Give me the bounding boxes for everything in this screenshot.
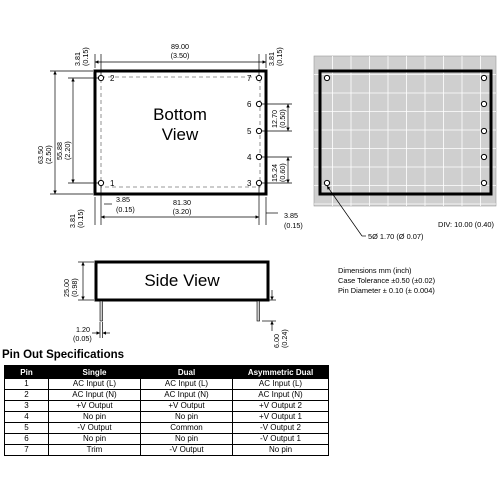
grid-pin-7 — [481, 75, 486, 80]
dim-pin-width-in: (0.05) — [73, 334, 92, 343]
grid-background — [314, 56, 496, 206]
grid-pin-4 — [481, 154, 486, 159]
table-row — [5, 423, 329, 434]
pin-label-5: 5 — [247, 127, 252, 136]
cell-pin: 7 — [5, 445, 49, 456]
bottom-pin-5 — [256, 128, 261, 133]
dim-bottom-left-in: (0.15) — [76, 209, 85, 228]
dim-inner-left-mm: 3.85 — [116, 195, 130, 204]
cell-asymmetric-dual: +V Output 1 — [233, 412, 329, 423]
dim-bottom-right-in: (0.15) — [284, 221, 303, 230]
cell-single: AC Input (L) — [49, 379, 141, 390]
cell-dual: No pin — [141, 412, 233, 423]
cell-dual: Common — [141, 423, 233, 434]
grid-pin-1 — [324, 180, 329, 185]
table-row — [5, 379, 329, 390]
dim-pitch-a-mm: 12.70 — [270, 110, 279, 128]
dim-pin-len-mm: 6.00 — [272, 334, 281, 348]
bottom-pin-2 — [98, 75, 103, 80]
bottom-view-title-line2: View — [161, 125, 199, 144]
dim-pin-len-in: (0.24) — [280, 329, 289, 348]
dim-pin-span-v-mm: 55.88 — [55, 142, 64, 160]
pinout-header-row — [5, 366, 329, 379]
table-row — [5, 401, 329, 412]
dim-height-in: (2.50) — [44, 145, 53, 164]
cell-dual: No pin — [141, 434, 233, 445]
note-units: Dimensions mm (inch) — [338, 266, 412, 275]
dim-left-offset-mm: 3.81 — [73, 52, 82, 66]
dim-bottom-left-mm: 3.81 — [68, 214, 77, 228]
dim-right-offset-in: (0.15) — [275, 47, 284, 66]
cell-single: No pin — [49, 412, 141, 423]
pin-label-4: 4 — [247, 153, 252, 162]
cell-single: Trim — [49, 445, 141, 456]
side-pin-left — [100, 301, 103, 321]
bottom-pin-1 — [98, 180, 103, 185]
header-asymmetric-dual: Asymmetric Dual — [233, 366, 329, 379]
bottom-view-title-line1: Bottom — [153, 105, 207, 124]
cell-single: +V Output — [49, 401, 141, 412]
header-single: Single — [49, 366, 141, 379]
cell-asymmetric-dual: -V Output 1 — [233, 434, 329, 445]
cell-pin: 2 — [5, 390, 49, 401]
grid-view — [314, 56, 496, 241]
cell-dual: AC Input (N) — [141, 390, 233, 401]
dim-inner-left-in: (0.15) — [116, 205, 135, 214]
pin-label-2: 2 — [110, 74, 115, 83]
bottom-pin-6 — [256, 101, 261, 106]
pin-label-7: 7 — [247, 74, 252, 83]
dim-pitch-b-in: (0.60) — [278, 163, 287, 182]
cell-asymmetric-dual: AC Input (N) — [233, 390, 329, 401]
table-row — [5, 434, 329, 445]
table-row — [5, 412, 329, 423]
dim-width-mm: 89.00 — [171, 42, 189, 51]
cell-dual: +V Output — [141, 401, 233, 412]
note-case-tolerance: Case Tolerance ±0.50 (±0.02) — [338, 276, 436, 285]
cell-asymmetric-dual: AC Input (L) — [233, 379, 329, 390]
cell-pin: 3 — [5, 401, 49, 412]
dim-bottom-right-mm: 3.85 — [284, 211, 298, 220]
cell-single: No pin — [49, 434, 141, 445]
dim-pitch-a-in: (0.50) — [278, 109, 287, 128]
dim-side-height-mm: 25.00 — [62, 279, 71, 297]
side-pin-right — [257, 301, 260, 321]
side-view — [62, 262, 289, 348]
dim-pin-span-h-mm: 81.30 — [173, 198, 191, 207]
side-view-title: Side View — [144, 271, 220, 290]
table-row — [5, 390, 329, 401]
cell-asymmetric-dual: -V Output 2 — [233, 423, 329, 434]
dimension-notes — [338, 266, 435, 295]
cell-pin: 5 — [5, 423, 49, 434]
dim-width-in: (3.50) — [170, 51, 190, 60]
dim-side-height-in: (0.98) — [70, 278, 79, 297]
bottom-view — [36, 42, 303, 230]
grid-pin-2 — [324, 75, 329, 80]
cell-dual: -V Output — [141, 445, 233, 456]
grid-pin-6 — [481, 101, 486, 106]
header-pin: Pin — [5, 366, 49, 379]
pin-label-3: 3 — [247, 179, 252, 188]
dim-height-mm: 63.50 — [36, 146, 45, 164]
bottom-pin-4 — [256, 154, 261, 159]
cell-dual: AC Input (L) — [141, 379, 233, 390]
table-row — [5, 445, 329, 456]
pinout-table — [4, 365, 329, 456]
bottom-pin-7 — [256, 75, 261, 80]
cell-single: -V Output — [49, 423, 141, 434]
cell-pin: 1 — [5, 379, 49, 390]
dim-pin-span-v-in: (2.20) — [63, 141, 72, 160]
cell-asymmetric-dual: +V Output 2 — [233, 401, 329, 412]
pinout-title: Pin Out Specifications — [2, 349, 125, 361]
dim-right-offset-mm: 3.81 — [267, 52, 276, 66]
grid-pin-3 — [481, 180, 486, 185]
grid-pin-5 — [481, 128, 486, 133]
cell-single: AC Input (N) — [49, 390, 141, 401]
cell-asymmetric-dual: No pin — [233, 445, 329, 456]
cell-pin: 4 — [5, 412, 49, 423]
note-pin-diameter: Pin Diameter ± 0.10 (± 0.004) — [338, 286, 435, 295]
dim-left-offset-in: (0.15) — [81, 47, 90, 66]
pin-diameter-callout: 5Ø 1.70 (Ø 0.07) — [368, 232, 424, 241]
pin-label-6: 6 — [247, 100, 252, 109]
pin-label-1: 1 — [110, 179, 115, 188]
grid-div-label: DIV: 10.00 (0.40) — [437, 220, 494, 229]
dim-pitch-b-mm: 15.24 — [270, 164, 279, 182]
dim-pin-width-mm: 1.20 — [76, 325, 90, 334]
cell-pin: 6 — [5, 434, 49, 445]
bottom-pin-3 — [256, 180, 261, 185]
header-dual: Dual — [141, 366, 233, 379]
dim-pin-span-h-in: (3.20) — [172, 207, 192, 216]
